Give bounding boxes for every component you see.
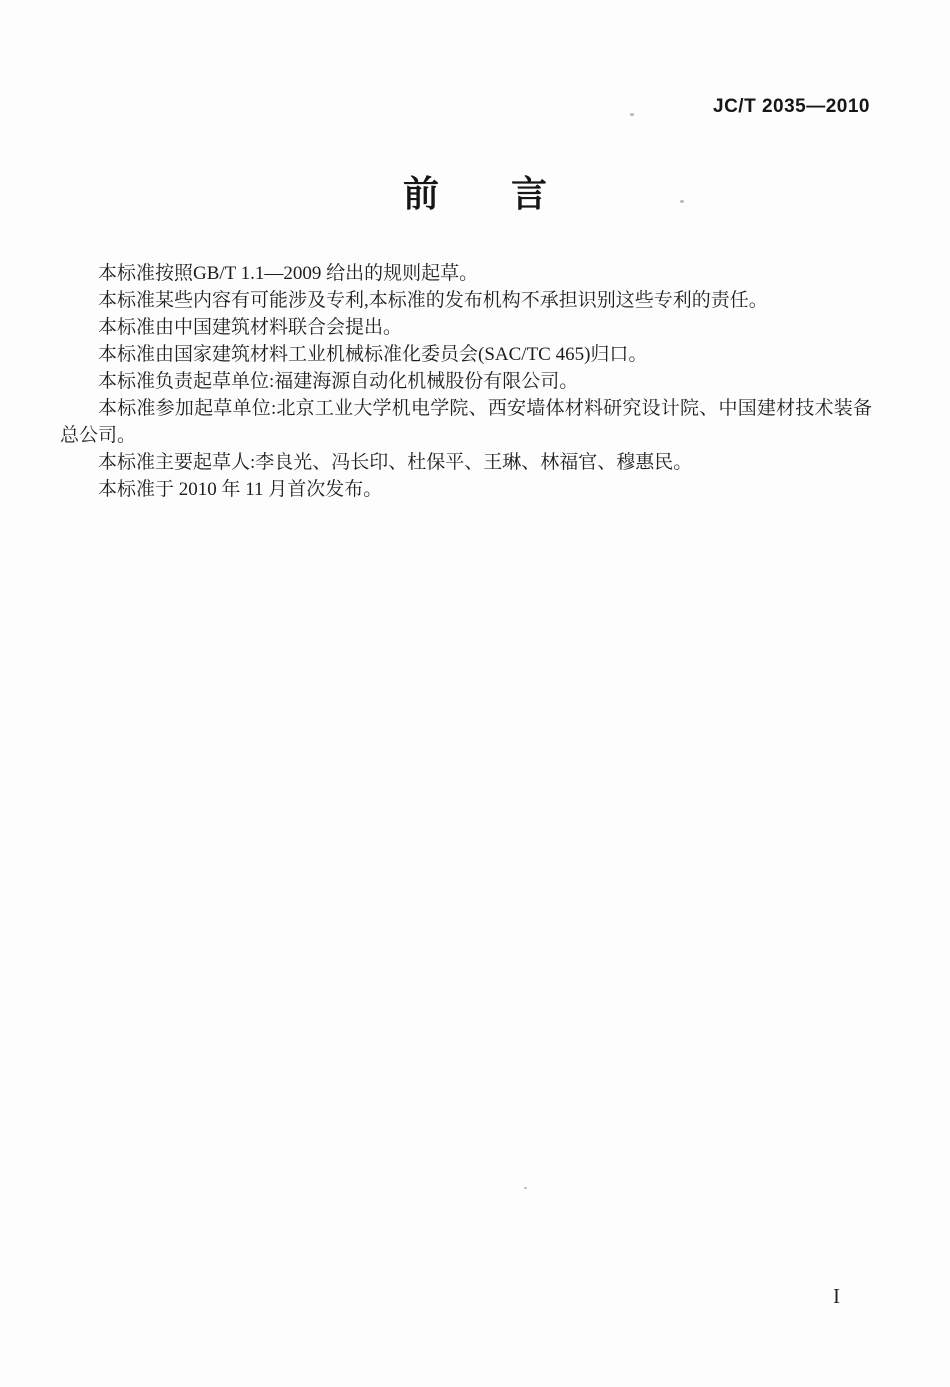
foreword-paragraph: 本标准参加起草单位:北京工业大学机电学院、西安墙体材料研究设计院、中国建材技术装备总公司。: [60, 398, 872, 446]
foreword-paragraph: 本标准于 2010 年 11 月首次发布。: [98, 479, 383, 500]
page-number: I: [833, 1284, 840, 1308]
foreword-paragraph: 本标准主要起草人:李良光、冯长印、杜保平、王琳、林福官、穆惠民。: [98, 452, 693, 473]
scan-speck: [680, 200, 684, 203]
page-title: 前 言: [402, 173, 547, 214]
foreword-paragraph: 本标准负责起草单位:福建海源自动化机械股份有限公司。: [98, 371, 579, 392]
standard-code: JC/T 2035—2010: [713, 96, 870, 117]
foreword-paragraph: 本标准由国家建筑材料工业机械标准化委员会(SAC/TC 465)归口。: [98, 344, 648, 365]
foreword-paragraph: 本标准按照GB/T 1.1—2009 给出的规则起草。: [98, 263, 479, 284]
foreword-paragraph: 本标准由中国建筑材料联合会提出。: [98, 317, 403, 338]
foreword-paragraphs: [60, 260, 872, 503]
scan-speck: [630, 113, 634, 116]
scan-speck: [524, 1187, 527, 1189]
foreword-paragraph: 本标准某些内容有可能涉及专利,本标准的发布机构不承担识别这些专利的责任。: [98, 290, 768, 311]
